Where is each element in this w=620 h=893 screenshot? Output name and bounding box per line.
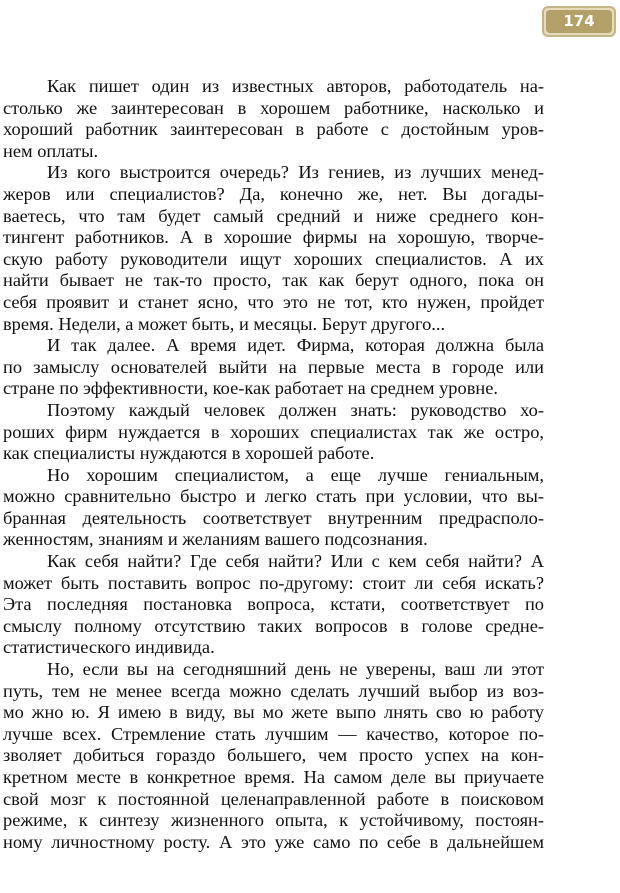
body-text — [3, 76, 544, 853]
page-number: 174 — [546, 10, 612, 33]
text-line: свой мозг к постоянной целенаправленной работе в поисковом — [3, 788, 544, 809]
paragraph — [3, 551, 544, 659]
text-line: как специалисты нуждаются в хорошей работе. — [3, 443, 375, 464]
text-line: столько же заинтересован в хорошем работнике, насколько и — [3, 97, 544, 118]
page-number-badge — [542, 6, 616, 37]
text-line: Как себя найти? Где себя найти? Или с кем себя найти? А — [47, 551, 544, 572]
text-line: время. Недели, а может быть, и месяцы. Берут другого... — [3, 313, 446, 334]
text-line: Но хорошим специалистом, а еще лучше гениальным, — [47, 464, 544, 485]
text-line: путь, тем не менее всегда можно сделать лучший выбор из воз- — [3, 680, 544, 701]
text-line: скую работу руководители ищут хороших специалистов. А их — [3, 248, 544, 269]
text-line: кретном месте в конкретное время. На самом деле вы приучаете — [3, 767, 544, 787]
text-line: мо жно ю. Я имею в виду, вы мо жете выпо лнять сво ю работу — [3, 702, 544, 723]
text-line: стране по эффективности, кое-как работает на среднем уровне. — [3, 378, 498, 399]
paragraph — [3, 76, 544, 162]
text-line: зволяет добиться гораздо большего, чем просто успех на кон- — [3, 745, 544, 766]
text-line: ваетесь, что там будет самый средний и ниже среднего кон- — [3, 205, 544, 226]
text-line: ному личностному росту. А это уже само по себе в дальнейшем — [3, 831, 544, 852]
text-line: Но, если вы на сегодняшний день не уверены, ваш ли этот — [47, 659, 544, 680]
text-line: себя проявит и станет ясно, что это не тот, кто нужен, пройдет — [3, 291, 544, 312]
text-line: по замыслу основателей выйти на первые места в городе или — [3, 356, 544, 377]
paragraph — [3, 400, 544, 465]
text-line: женностям, знаниям и желаниям вашего подсознания. — [3, 529, 428, 550]
text-line: смыслу полному отсутствию таких вопросов в голове средне- — [3, 615, 544, 636]
text-line: жеров или специалистов? Да, конечно же, нет. Вы догады- — [3, 183, 544, 204]
text-line: можно сравнительно быстро и легко стать при условии, что вы- — [3, 486, 544, 507]
text-line: хороший работник заинтересован в работе с достойным уров- — [3, 119, 544, 140]
text-line: статистического индивида. — [3, 637, 215, 658]
text-line: И так далее. А время идет. Фирма, которая должна была — [47, 335, 544, 356]
text-line: Поэтому каждый человек должен знать: руководство хо- — [47, 399, 544, 420]
text-line: нем оплаты. — [3, 140, 99, 161]
paragraph — [3, 335, 544, 400]
text-line: тингент работников. А в хорошие фирмы на хорошую, творче- — [3, 227, 544, 248]
text-line: Из кого выстроится очередь? Из гениев, из лучших менед- — [47, 162, 544, 183]
paragraph — [3, 162, 544, 335]
text-line: бранная деятельность соответствует внутренним предрасполо- — [3, 507, 544, 528]
text-line: режиме, к синтезу жизненного опыта, к устойчивому, постоян- — [3, 810, 544, 831]
text-line: лучше всех. Стремление стать лучшим — качество, которое по- — [3, 723, 544, 744]
text-line: роших фирм нуждается в хороших специалистах так же остро, — [3, 421, 544, 442]
paragraph — [3, 659, 544, 853]
text-line: может быть поставить вопрос по-другому: стоит ли себя искать? — [3, 572, 544, 593]
text-line: Эта последняя постановка вопроса, кстати, соответствует по — [3, 594, 544, 615]
text-line: найти бывает не так-то просто, так как берут одного, пока он — [3, 270, 544, 291]
text-line: Как пишет один из известных авторов, работодатель на- — [47, 76, 544, 96]
paragraph — [3, 465, 544, 551]
